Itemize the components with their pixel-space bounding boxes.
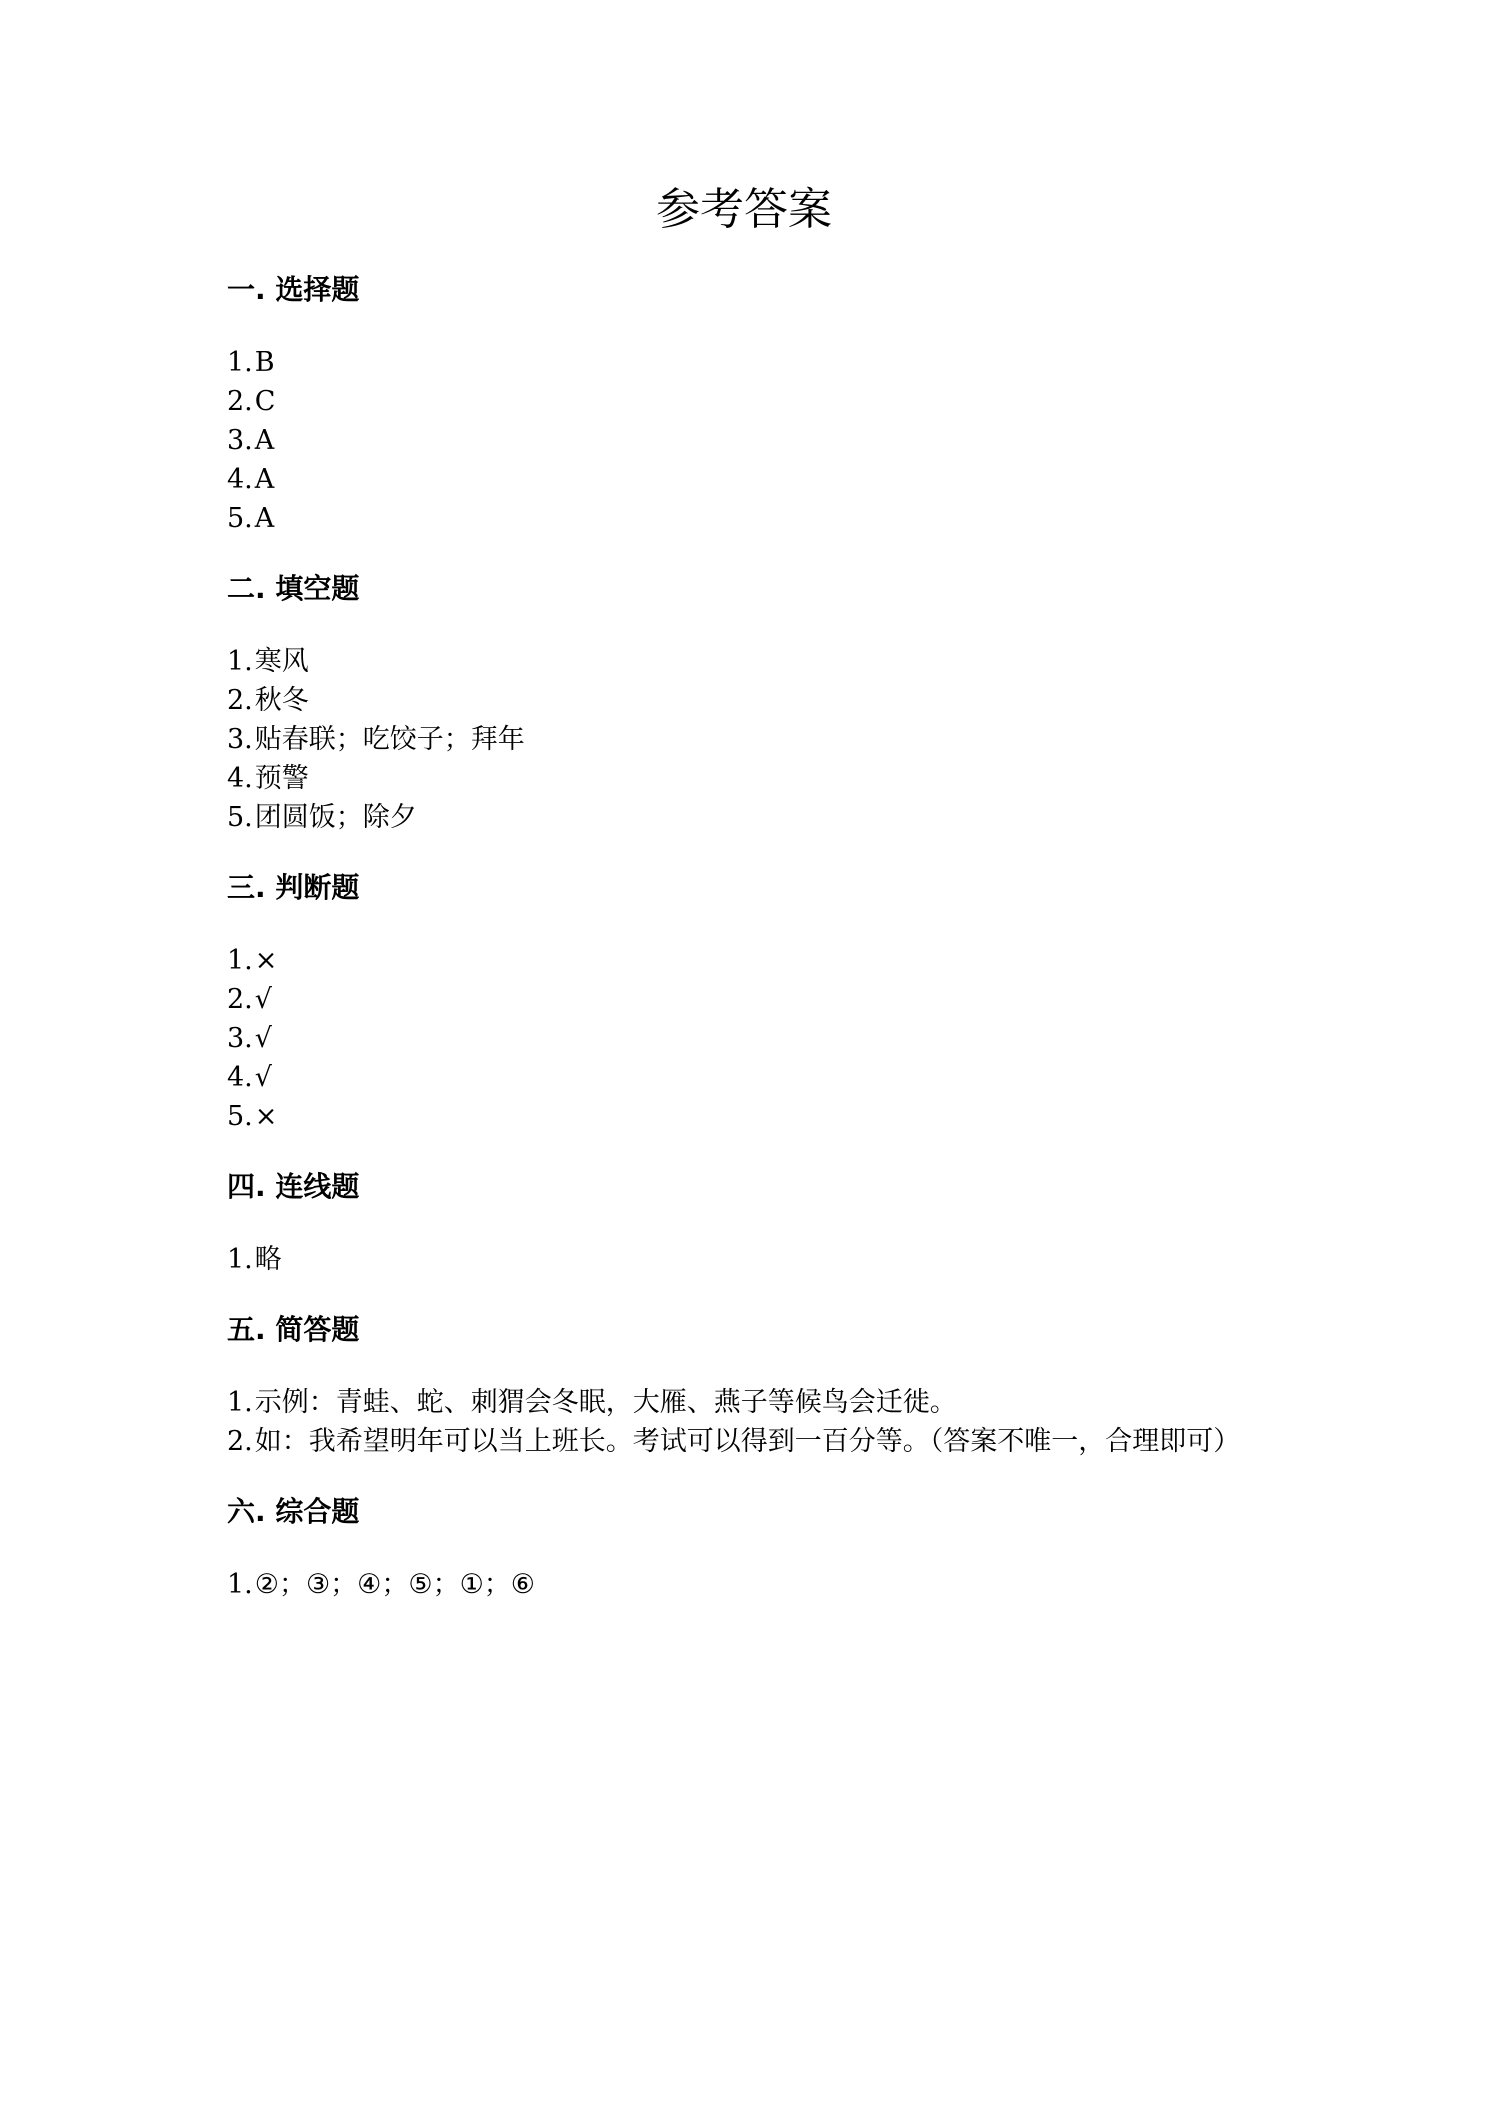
answer-text: C — [254, 386, 276, 417]
answer-number: 1. — [227, 646, 253, 677]
answer-number: 2. — [227, 685, 253, 716]
section-heading: 四. 连线题 — [227, 1170, 360, 1203]
section-choice — [227, 270, 1267, 538]
section-heading: 一. 选择题 — [227, 273, 360, 306]
answer-text: 贴春联；吃饺子；拜年 — [254, 724, 525, 755]
answer-text: 秋冬 — [254, 685, 309, 716]
answer-number: 2. — [227, 984, 253, 1015]
answer-list — [227, 1565, 1267, 1604]
answer-item — [227, 1565, 1267, 1604]
answer-number: 3. — [227, 1023, 253, 1054]
answer-number: 2. — [227, 386, 253, 417]
answer-number: 5. — [227, 503, 253, 534]
answer-item — [227, 759, 1267, 798]
answer-item — [227, 499, 1267, 538]
answer-number: 5. — [227, 1101, 253, 1132]
answer-text: 预警 — [254, 763, 309, 794]
answer-text: 寒风 — [254, 646, 309, 677]
answer-text: √ — [254, 984, 272, 1015]
section-heading: 二. 填空题 — [227, 572, 360, 605]
answer-text: √ — [254, 1023, 272, 1054]
answer-number: 1. — [227, 945, 253, 976]
answer-number: 3. — [227, 425, 253, 456]
answer-number: 1. — [227, 347, 253, 378]
answer-list — [227, 642, 1267, 837]
section-heading: 三. 判断题 — [227, 871, 360, 904]
answer-number: 3. — [227, 724, 253, 755]
section-true-false — [227, 868, 1267, 1136]
answer-content — [227, 270, 1267, 1604]
answer-text: B — [254, 347, 275, 378]
answer-text: √ — [254, 1062, 272, 1093]
section-matching — [227, 1167, 1267, 1279]
answer-text: 略 — [254, 1244, 282, 1275]
answer-text: × — [254, 945, 278, 976]
answer-number: 4. — [227, 763, 253, 794]
answer-item — [227, 1058, 1267, 1097]
answer-item — [227, 1097, 1267, 1136]
answer-text: A — [254, 503, 275, 534]
answer-number: 1. — [227, 1569, 253, 1600]
answer-number: 4. — [227, 464, 253, 495]
answer-item — [227, 1422, 1267, 1461]
answer-list — [227, 941, 1267, 1136]
page-title: 参考答案 — [656, 184, 832, 235]
answer-item — [227, 343, 1267, 382]
section-comprehensive — [227, 1492, 1267, 1604]
answer-list — [227, 1383, 1267, 1461]
answer-text: 团圆饭；除夕 — [254, 802, 417, 833]
answer-item — [227, 798, 1267, 837]
answer-list — [227, 343, 1267, 538]
answer-item — [227, 1019, 1267, 1058]
answer-item — [227, 1240, 1267, 1279]
answer-text: A — [254, 425, 275, 456]
answer-item — [227, 980, 1267, 1019]
answer-number: 2. — [227, 1426, 253, 1457]
answer-item — [227, 941, 1267, 980]
section-short-answer — [227, 1310, 1267, 1461]
answer-item — [227, 421, 1267, 460]
answer-text: A — [254, 464, 275, 495]
answer-list — [227, 1240, 1267, 1279]
answer-text: 示例：青蛙、蛇、刺猬会冬眠，大雁、燕子等候鸟会迁徙。 — [254, 1387, 957, 1418]
answer-number: 1. — [227, 1244, 253, 1275]
answer-number: 5. — [227, 802, 253, 833]
section-fill-in — [227, 569, 1267, 837]
answer-number: 1. — [227, 1387, 253, 1418]
answer-item — [227, 681, 1267, 720]
answer-text: × — [254, 1101, 278, 1132]
answer-item — [227, 382, 1267, 421]
section-heading: 六. 综合题 — [227, 1495, 360, 1528]
section-heading: 五. 简答题 — [227, 1313, 360, 1346]
answer-item — [227, 642, 1267, 681]
answer-text: ②；③；④；⑤；①；⑥ — [254, 1569, 535, 1600]
answer-item — [227, 720, 1267, 759]
answer-item — [227, 1383, 1267, 1422]
answer-text: 如：我希望明年可以当上班长。考试可以得到一百分等。（答案不唯一，合理即可） — [254, 1426, 1241, 1457]
answer-number: 4. — [227, 1062, 253, 1093]
answer-item — [227, 460, 1267, 499]
